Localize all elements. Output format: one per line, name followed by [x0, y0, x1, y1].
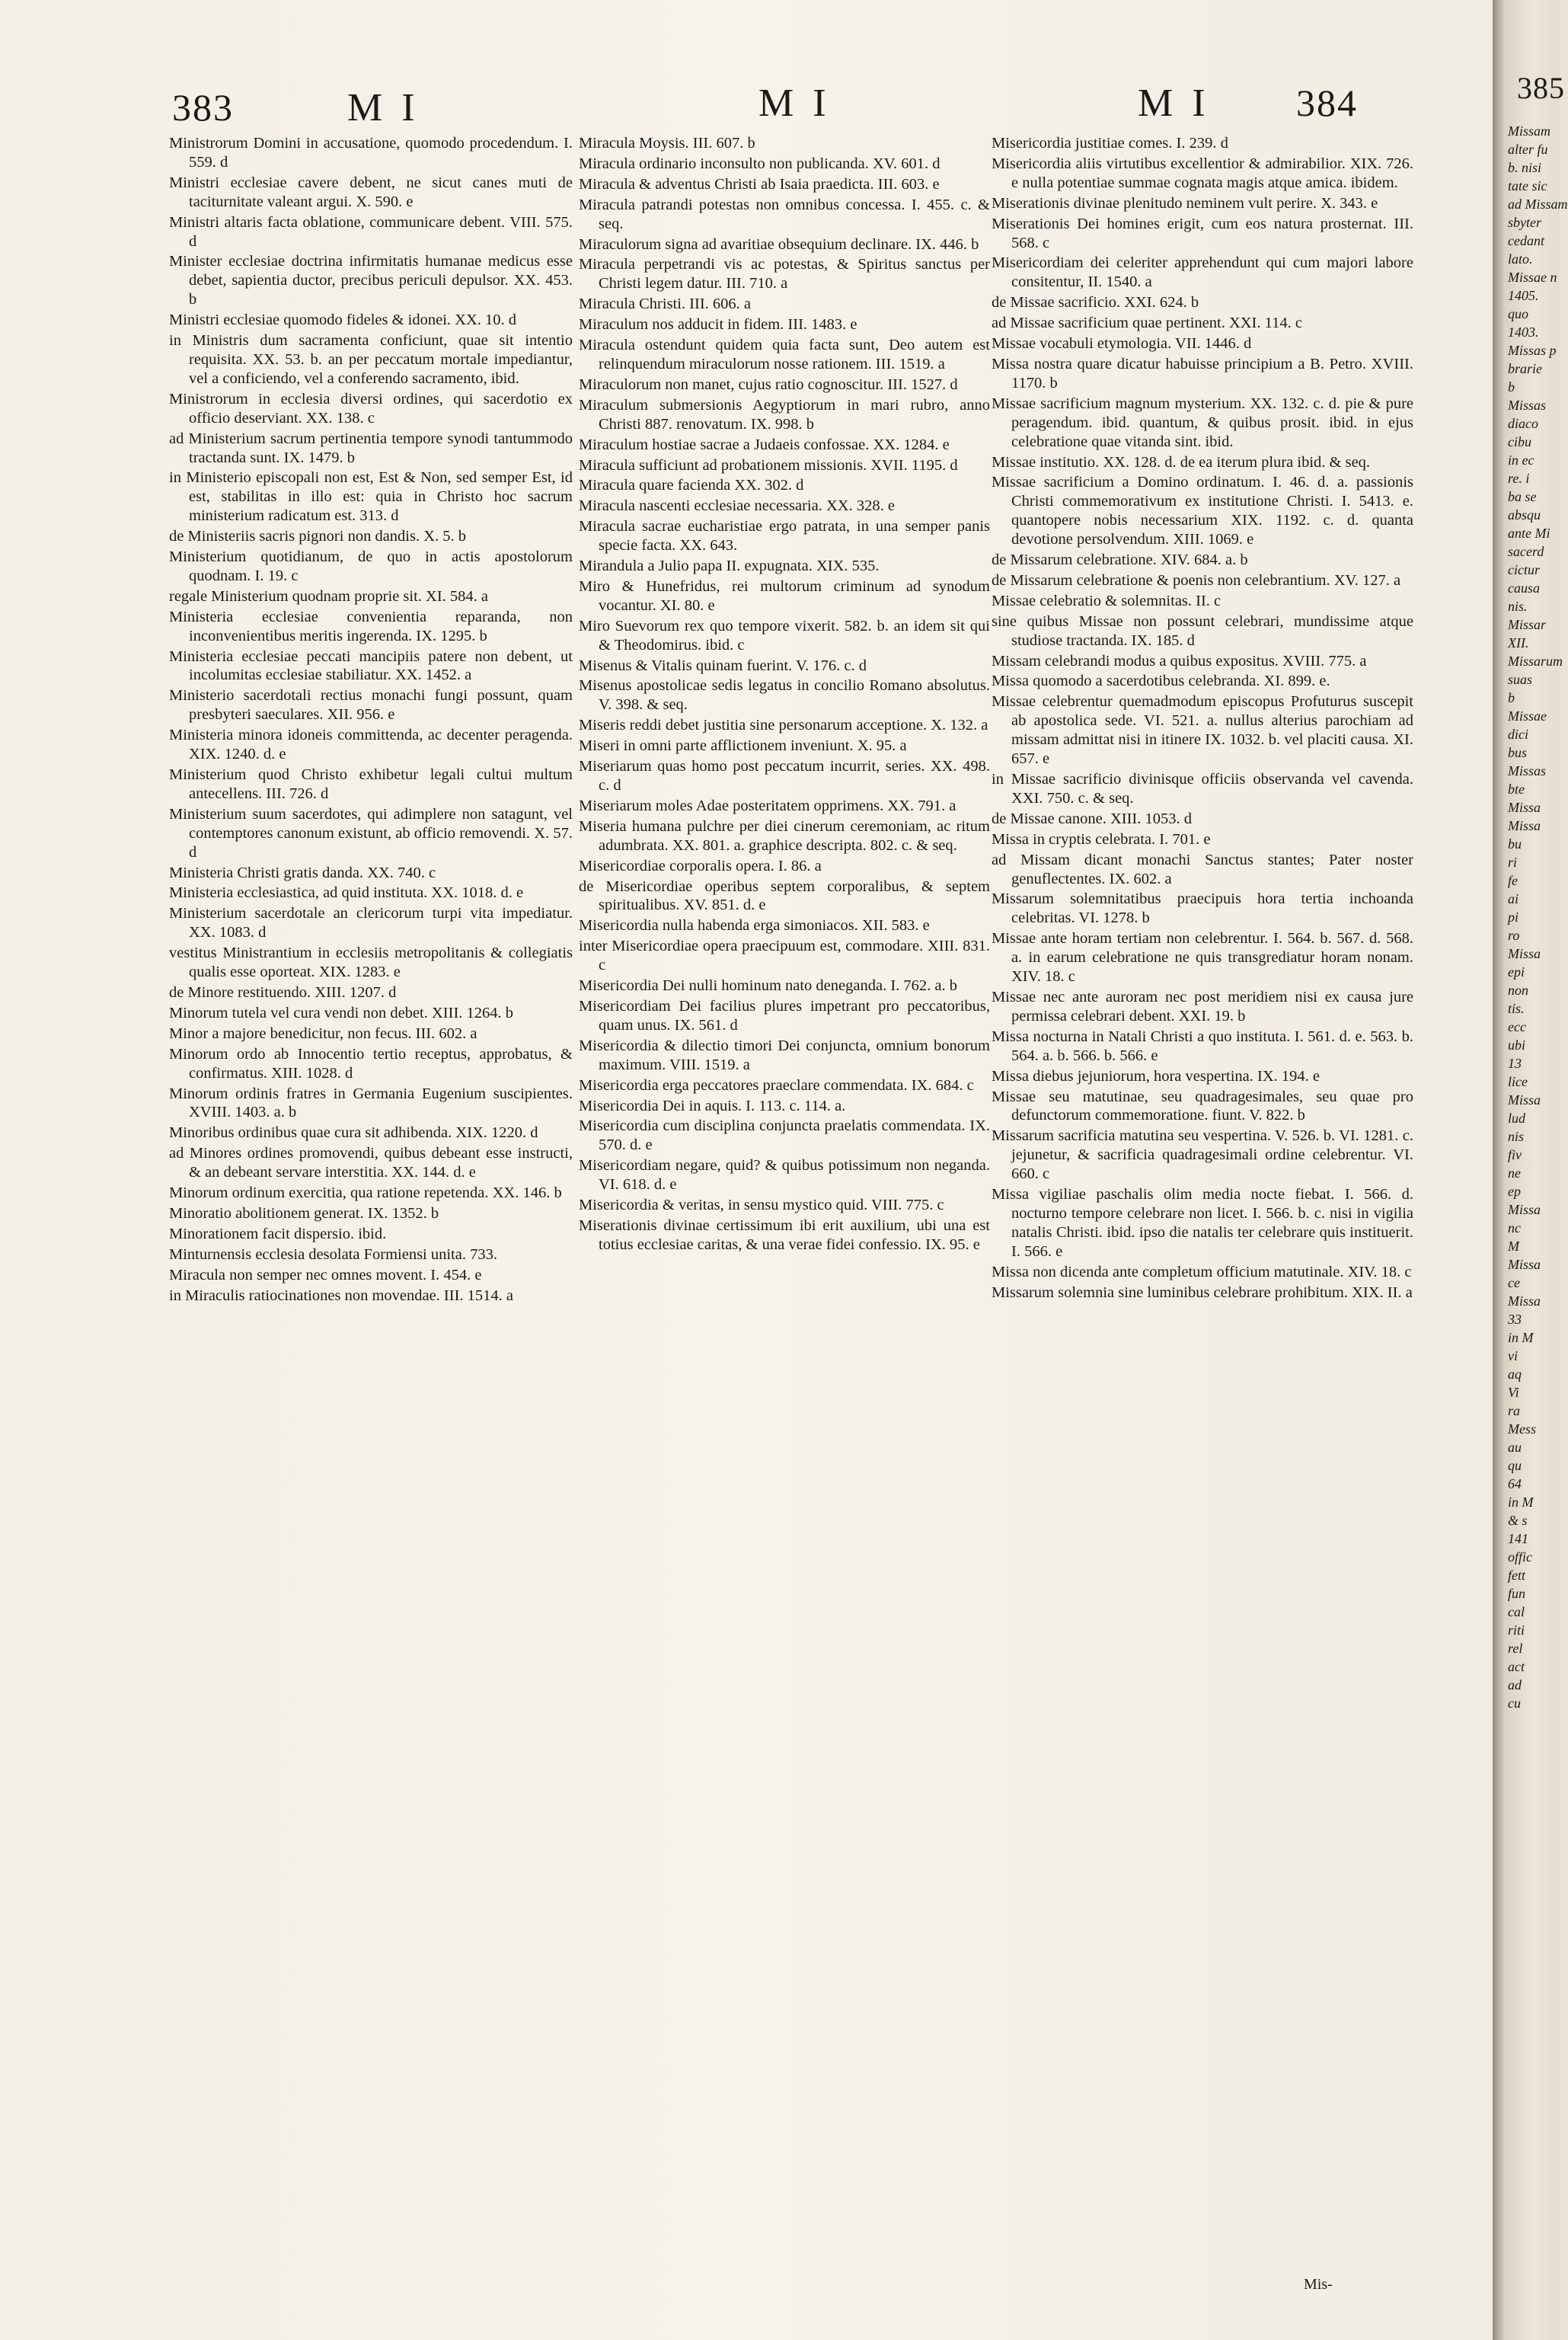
edge-line: ai: [1508, 891, 1519, 906]
running-head-center: M I: [758, 82, 831, 125]
edge-line: Missas: [1508, 398, 1547, 413]
index-entry: de Missarum celebratione & poenis non celebrantium. XV. 127. a: [992, 571, 1401, 589]
edge-line: 1403.: [1508, 324, 1539, 340]
edge-line: cibu: [1508, 434, 1531, 449]
edge-line: cictur: [1508, 562, 1540, 577]
index-entry: Miraculorum signa ad avaritiae obsequium declinare. IX. 446. b: [579, 235, 979, 253]
edge-line: au: [1508, 1440, 1522, 1455]
next-page-edge: [1493, 0, 1568, 2340]
index-entry: Miraculum submersionis Aegyptiorum in mari rubro, anno Christi 887. renovatum. IX. 998. b: [579, 396, 990, 433]
edge-line: ubi: [1508, 1037, 1526, 1053]
index-entry: Miseris reddi debet justitia sine personarum acceptione. X. 132. a: [579, 717, 988, 734]
index-entry: Miraculorum non manet, cujus ratio cognoscitur. III. 1527. d: [579, 376, 958, 393]
edge-line: ra: [1508, 1403, 1521, 1418]
index-entry: Missae celebratio & solemnitas. II. c: [992, 592, 1222, 609]
running-head-right: M I: [1138, 82, 1210, 125]
edge-line: bte: [1508, 782, 1525, 797]
index-entry: Missa diebus jejuniorum, hora vespertina. IX. 194. e: [992, 1067, 1320, 1085]
index-entry: Missae nec ante auroram nec post meridiem nisi ex causa jure permissa celebrari debent. XXI. 19. b: [992, 988, 1413, 1025]
edge-line: aq: [1508, 1367, 1522, 1382]
edge-line: lud: [1508, 1111, 1526, 1126]
index-entry: Ministerium quod Christo exhibetur legali cultui multum antecellens. III. 726. d: [169, 766, 573, 802]
index-entry: Ministri ecclesiae cavere debent, ne sicut canes muti de taciturnitate valeant argui. X. 590. e: [169, 174, 573, 210]
edge-line: ri: [1508, 855, 1518, 870]
edge-line: fiv: [1508, 1147, 1522, 1162]
edge-line: absqu: [1508, 507, 1541, 523]
edge-line: re. i: [1508, 471, 1530, 486]
index-entry: Minorum tutela vel cura vendi non debet. XIII. 1264. b: [169, 1004, 514, 1021]
edge-line: & s: [1508, 1513, 1528, 1528]
index-entry: Miracula quare facienda XX. 302. d: [579, 477, 804, 494]
index-entry: Misericordia erga peccatores praeclare commendata. IX. 684. c: [579, 1076, 974, 1094]
index-entry: Misenus apostolicae sedis legatus in concilio Romano absolutus. V. 398. & seq.: [579, 677, 990, 714]
page-number-left: 383: [172, 86, 234, 129]
edge-line: Missa: [1508, 818, 1541, 833]
index-entry: Missam celebrandi modus a quibus expositus. XVIII. 775. a: [992, 652, 1367, 670]
edge-line: Missae: [1508, 708, 1547, 724]
index-entry: Minor a majore benedicitur, non fecus. III. 602. a: [169, 1025, 477, 1042]
index-entry: Ministerium sacerdotale an clericorum turpi vita impediatur. XX. 1083. d: [169, 905, 573, 941]
index-entry: Miracula nascenti ecclesiae necessaria. XX. 328. e: [579, 497, 895, 515]
edge-line: in ec: [1508, 452, 1534, 468]
edge-line: cu: [1508, 1696, 1521, 1711]
index-entry: de Missae canone. XIII. 1053. d: [992, 810, 1193, 827]
edge-line: causa: [1508, 580, 1540, 596]
index-entry: de Misericordiae operibus septem corporalibus, & septem spiritualibus. XV. 851. d. e: [579, 878, 990, 914]
edge-line: b: [1508, 379, 1515, 395]
edge-line: Missas: [1508, 763, 1547, 778]
index-entry: Ministeria ecclesiae peccati mancipiis patere non debent, ut incolumitas ecclesiae stabiliatur. XX. 1452. a: [169, 647, 573, 684]
edge-line: ante Mi: [1508, 526, 1550, 541]
index-entry: Missarum sacrificia matutina seu vespertina. V. 526. b. VI. 1281. c. jejunetur, & sacrificia quadragesimali ordine celebrentur. VI. 660. c: [992, 1127, 1413, 1183]
edge-line: 64: [1508, 1476, 1522, 1491]
index-column-3: [992, 134, 1413, 1303]
index-entry: Missa non dicenda ante completum officium matutinale. XIV. 18. c: [992, 1263, 1412, 1280]
index-entry: Ministri ecclesiae quomodo fideles & idonei. XX. 10. d: [169, 312, 517, 329]
index-entry: Miserationis divinae plenitudo neminem vult perire. X. 343. e: [992, 194, 1378, 212]
edge-line: Missa: [1508, 800, 1541, 815]
index-entry: Miracula Christi. III. 606. a: [579, 296, 752, 313]
edge-line: non: [1508, 983, 1528, 998]
index-entry: Miseriarum quas homo post peccatum incurrit, series. XX. 498. c. d: [579, 758, 990, 794]
index-column-1: [169, 134, 573, 1306]
edge-line: ecc: [1508, 1019, 1526, 1034]
index-entry: in Missae sacrificio divinisque officiis observanda vel cavenda. XXI. 750. c. & seq.: [992, 771, 1413, 807]
index-entry: de Missarum celebratione. XIV. 684. a. b: [992, 551, 1248, 569]
next-page-text-fragments: [1508, 122, 1568, 1712]
index-entry: Missae sacrificium magnum mysterium. XX. 132. c. d. pie & pure peragendum. ibid. quantum, & quibus prosit. ibid. in ejus celebratione quae vitanda sint. ibid.: [992, 395, 1413, 450]
edge-line: 33: [1508, 1312, 1522, 1327]
index-entry: Misericordia cum disciplina conjuncta praelatis commendata. IX. 570. d. e: [579, 1117, 990, 1154]
edge-line: Missam: [1508, 123, 1551, 139]
index-entry: Miracula perpetrandi vis ac potestas, & Spiritus sanctus per Christi legem datur. III. 710. a: [579, 256, 990, 292]
index-entry: Miracula Moysis. III. 607. b: [579, 135, 755, 152]
edge-line: Missas p: [1508, 343, 1557, 358]
edge-line: cedant: [1508, 233, 1544, 248]
index-entry: de Ministeriis sacris pignori non dandis. X. 5. b: [169, 528, 467, 545]
edge-line: Missa: [1508, 1293, 1541, 1309]
edge-line: fett: [1508, 1568, 1525, 1583]
index-entry: sine quibus Missae non possunt celebrari, mundissime atque studiose tractanda. IX. 185. d: [992, 612, 1413, 649]
index-entry: Missa in cryptis celebrata. I. 701. e: [992, 830, 1211, 848]
index-entry: Miseriarum moles Adae posteritatem opprimens. XX. 791. a: [579, 797, 956, 814]
index-entry: Miserationis Dei homines erigit, cum eos natura prosternat. III. 568. c: [992, 215, 1413, 251]
index-entry: Miro Suevorum rex quo tempore vixerit. 582. b. an idem sit qui & Theodomirus. ibid. c: [579, 617, 990, 654]
index-entry: Missa nostra quare dicatur habuisse principium a B. Petro. XVIII. 1170. b: [992, 355, 1413, 392]
edge-line: ad Missam: [1508, 197, 1568, 212]
edge-line: offic: [1508, 1549, 1532, 1565]
edge-line: 1405.: [1508, 288, 1539, 303]
index-entry: Missae seu matutinae, seu quadragesimales, seu quae pro defunctorum commemoratione. fiunt. V. 822. b: [992, 1088, 1413, 1124]
index-entry: Miracula sacrae eucharistiae ergo patrata, in una semper panis specie facta. XX. 643.: [579, 518, 990, 555]
index-entry: Miracula sufficiunt ad probationem missionis. XVII. 1195. d: [579, 456, 958, 474]
edge-line: tis.: [1508, 1001, 1525, 1016]
index-entry: Miracula & adventus Christi ab Isaia praedicta. III. 603. e: [579, 175, 940, 193]
edge-line: qu: [1508, 1458, 1522, 1473]
edge-line: quo: [1508, 306, 1528, 321]
edge-line: ne: [1508, 1165, 1521, 1181]
edge-line: suas: [1508, 672, 1533, 687]
index-entry: Ministrorum in ecclesia diversi ordines, qui sacerdotio ex officio deserviant. XX. 138. c: [169, 390, 573, 427]
index-entry: Ministerium suum sacerdotes, qui adimplere non satagunt, vel contemptores canonum existunt, ab officio removendi. X. 57. d: [169, 805, 573, 861]
edge-line: epi: [1508, 964, 1525, 980]
index-entry: Misericordia Dei nulli hominum nato deneganda. I. 762. a. b: [579, 977, 958, 995]
index-entry: in Miraculis ratiocinationes non movendae. III. 1514. a: [169, 1287, 514, 1304]
index-entry: Ministeria ecclesiastica, ad quid instituta. XX. 1018. d. e: [169, 884, 524, 902]
index-entry: Misericordia & dilectio timori Dei conjuncta, omnium bonorum maximum. VIII. 1519. a: [579, 1037, 990, 1073]
index-entry: Missae ante horam tertiam non celebrentur. I. 564. b. 567. d. 568. a. in earum celebratione ne quis transgrediatur horam nonam. XIV. 18. c: [992, 930, 1413, 986]
index-entry: in Ministerio episcopali non est, Est & Non, sed semper Est, id est, stabilitas in illo est: quia in Christo hoc sacrum ministerium radicatum est. 313. d: [169, 469, 573, 525]
edge-line: brarie: [1508, 361, 1542, 376]
index-entry: Misericordia Dei in aquis. I. 113. c. 114. a.: [579, 1097, 846, 1114]
index-column-2: [579, 134, 990, 1256]
index-entry: Missarum solemnia sine luminibus celebrare prohibitum. XIX. II. a: [992, 1283, 1413, 1301]
edge-line: in M: [1508, 1330, 1534, 1345]
index-entry: Misericordiam negare, quid? & quibus potissimum non neganda. VI. 618. d. e: [579, 1157, 990, 1194]
index-entry: Misericordia nulla habenda erga simoniacos. XII. 583. e: [579, 917, 930, 935]
edge-line: riti: [1508, 1622, 1525, 1638]
edge-line: nc: [1508, 1220, 1521, 1236]
index-entry: Minoribus ordinibus quae cura sit adhibenda. XIX. 1220. d: [169, 1124, 538, 1142]
edge-line: act: [1508, 1659, 1525, 1674]
edge-line: Missa: [1508, 946, 1541, 961]
index-entry: Miraculum nos adducit in fidem. III. 1483. e: [579, 316, 857, 334]
edge-line: 13: [1508, 1056, 1522, 1071]
edge-line: tate sic: [1508, 178, 1547, 193]
edge-line: cal: [1508, 1604, 1525, 1619]
edge-line: dici: [1508, 727, 1528, 742]
edge-line: ep: [1508, 1184, 1521, 1199]
index-entry: Missae institutio. XX. 128. d. de ea iterum plura ibid. & seq.: [992, 453, 1371, 471]
next-page-number: 385: [1517, 71, 1565, 105]
edge-line: lice: [1508, 1074, 1528, 1089]
index-entry: Ministerium quotidianum, de quo in actis apostolorum quodnam. I. 19. c: [169, 548, 573, 584]
index-entry: vestitus Ministrantium in ecclesiis metropolitanis & collegiatis qualis esse oporteat. XIX. 1283. e: [169, 945, 573, 981]
edge-line: in M: [1508, 1494, 1534, 1510]
index-entry: Mirandula a Julio papa II. expugnata. XIX. 535.: [579, 558, 880, 575]
edge-line: Missarum: [1508, 654, 1563, 669]
index-entry: Miracula patrandi potestas non omnibus concessa. I. 455. c. & seq.: [579, 196, 990, 232]
edge-line: b: [1508, 690, 1515, 705]
index-entry: Miracula non semper nec omnes movent. I. 454. e: [169, 1266, 482, 1283]
edge-line: rel: [1508, 1641, 1523, 1656]
edge-line: XII.: [1508, 635, 1529, 651]
index-entry: Missa quomodo a sacerdotibus celebranda. XI. 899. e.: [992, 673, 1330, 690]
edge-line: ro: [1508, 928, 1520, 943]
index-entry: Misenus & Vitalis quinam fuerint. V. 176. c. d: [579, 657, 867, 674]
edge-line: bu: [1508, 836, 1522, 852]
index-entry: Misericordia & veritas, in sensu mystico quid. VIII. 775. c: [579, 1197, 944, 1214]
edge-line: fun: [1508, 1586, 1526, 1601]
edge-line: b. nisi: [1508, 160, 1542, 175]
index-entry: Ministeria minora idoneis committenda, ac decenter peragenda. XIX. 1240. d. e: [169, 727, 573, 763]
edge-line: ad: [1508, 1677, 1522, 1693]
index-entry: Misericordiae corporalis opera. I. 86. a: [579, 857, 822, 874]
edge-line: Missar: [1508, 617, 1547, 632]
edge-line: Missae n: [1508, 270, 1557, 285]
page-number-right: 384: [1296, 82, 1358, 124]
edge-line: sacerd: [1508, 544, 1544, 559]
edge-line: pi: [1508, 909, 1519, 925]
index-entry: Minister ecclesiae doctrina infirmitatis humanae medicus esse debet, sapientia ductor, precibus periculi depulsor. XX. 453. b: [169, 253, 573, 308]
edge-line: Missa: [1508, 1202, 1541, 1217]
index-entry: Misericordiam Dei facilius plures impetrant pro peccatoribus, quam unus. IX. 561. d: [579, 997, 990, 1034]
index-entry: ad Ministerium sacrum pertinentia tempore synodi tantummodo tractanda sunt. IX. 1479. b: [169, 430, 573, 466]
index-entry: Miseri in omni parte afflictionem inveniunt. X. 95. a: [579, 737, 907, 755]
index-entry: de Missae sacrificio. XXI. 624. b: [992, 294, 1199, 312]
edge-line: Mess: [1508, 1421, 1536, 1437]
index-entry: Minorum ordinis fratres in Germania Eugenium suscipientes. XVIII. 1403. a. b: [169, 1085, 573, 1121]
edge-line: bus: [1508, 745, 1528, 760]
edge-line: ce: [1508, 1275, 1520, 1290]
index-entry: Minturnensis ecclesia desolata Formiensi unita. 733.: [169, 1245, 497, 1263]
edge-line: Vi: [1508, 1385, 1519, 1400]
catchword: Mis-: [1304, 2276, 1333, 2293]
index-entry: Ministrorum Domini in accusatione, quomodo procedendum. I. 559. d: [169, 135, 573, 171]
edge-line: vi: [1508, 1348, 1518, 1363]
edge-line: Missa: [1508, 1092, 1541, 1108]
index-entry: Misericordia justitiae comes. I. 239. d: [992, 135, 1228, 152]
index-entry: Misericordia aliis virtutibus excellentior & admirabilior. XIX. 726. e nulla potentiae summae cognata magis atque amica. ibidem.: [992, 155, 1413, 191]
index-entry: Missae vocabuli etymologia. VII. 1446. d: [992, 335, 1252, 353]
index-entry: Miseria humana pulchre per diei cinerum ceremoniam, ac ritum adumbrata. XX. 801. a. graphice descripta. 802. c. & seq.: [579, 817, 990, 854]
index-entry: ad Minores ordines promovendi, quibus debeant esse instructi, & an debeant servare interstitia. XX. 144. d. e: [169, 1145, 573, 1181]
index-entry: Misericordiam dei celeriter apprehendunt qui cum majori labore consitentur, II. 1540. a: [992, 254, 1413, 291]
index-entry: Miracula ostendunt quidem quia facta sunt, Deo autem est relinquendum miraculorum nosse rationem. III. 1519. a: [579, 337, 990, 372]
index-entry: Missae sacrificium a Domino ordinatum. I. 46. d. a. passionis Christi commemorativum ex institutione Christi. I. 5413. e. quantopere nobis necessarium XIX. 1192. c. d. quanta devotione persolvendum. XIII. 1069. e: [992, 474, 1413, 548]
edge-line: ba se: [1508, 489, 1537, 504]
edge-line: alter fu: [1508, 142, 1548, 157]
running-head-left: M I: [347, 86, 420, 129]
edge-line: diaco: [1508, 416, 1538, 431]
index-entry: Ministri altaris facta oblatione, communicare debent. VIII. 575. d: [169, 213, 573, 250]
index-entry: inter Misericordiae opera praecipuum est, commodare. XIII. 831. c: [579, 938, 990, 974]
index-entry: Miro & Hunefridus, rei multorum criminum ad synodum vocantur. XI. 80. e: [579, 577, 990, 614]
index-entry: Minorationem facit dispersio. ibid.: [169, 1225, 387, 1242]
index-entry: Ministeria ecclesiae convenientia reparanda, non inconvenientibus meritis ingerenda. IX. 1295. b: [169, 608, 573, 644]
edge-line: Missa: [1508, 1257, 1541, 1272]
edge-line: fe: [1508, 873, 1518, 888]
index-entry: in Ministris dum sacramenta conficiunt, quae sit intentio requisita. XX. 53. b. an per peccatum mortale impediantur, vel a conficiendo, vel a conferendo sacramento, ibid.: [169, 332, 573, 387]
index-entry: Miraculum hostiae sacrae a Judaeis confossae. XX. 1284. e: [579, 436, 950, 453]
index-entry: Minoratio abolitionem generat. IX. 1352. b: [169, 1204, 439, 1222]
index-entry: Missa nocturna in Natali Christi a quo instituta. I. 561. d. e. 563. b. 564. a. b. 566. b. 566. e: [992, 1028, 1413, 1064]
edge-line: sbyter: [1508, 215, 1541, 230]
index-entry: ad Missae sacrificium quae pertinent. XXI. 114. c: [992, 315, 1302, 332]
edge-line: M: [1508, 1239, 1519, 1254]
index-entry: de Minore restituendo. XIII. 1207. d: [169, 983, 397, 1001]
index-entry: Minorum ordinum exercitia, qua ratione repetenda. XX. 146. b: [169, 1184, 562, 1202]
index-entry: Ministerio sacerdotali rectius monachi fungi possunt, quam presbyteri saeculares. XII. 956. e: [169, 687, 573, 724]
index-entry: Missa vigiliae paschalis olim media nocte fiebat. I. 566. d. nocturno tempore celebrare non licet. I. 566. b. c. nisi in vigilia natalis Christi. ibid. ipso die natalis ter celebrare quis instituerit. I. 566. e: [992, 1186, 1413, 1260]
edge-line: 141: [1508, 1531, 1528, 1546]
index-entry: ad Missam dicant monachi Sanctus stantes; Pater noster genuflectentes. IX. 602. a: [992, 851, 1413, 887]
index-entry: Minorum ordo ab Innocentio tertio receptus, approbatus, & confirmatus. XIII. 1028. d: [169, 1045, 573, 1082]
index-entry: Miserationis divinae certissimum ibi erit auxilium, ubi una est totius ecclesiae caritas, & una verae fidei confessio. IX. 95. e: [579, 1216, 990, 1253]
index-entry: Missae celebrentur quemadmodum episcopus Profuturus suscepit ab apostolica sede. VI. 521. a. nullus alterius parochiam ad missam admittat nisi in itinere IX. 1032. b. vel placiti causa. XI. 657. e: [992, 693, 1413, 768]
edge-line: nis.: [1508, 599, 1528, 614]
index-entry: Miracula ordinario inconsulto non publicanda. XV. 601. d: [579, 155, 940, 172]
edge-line: lato.: [1508, 251, 1533, 267]
edge-line: nis: [1508, 1129, 1525, 1144]
index-entry: regale Ministerium quodnam proprie sit. XI. 584. a: [169, 587, 489, 605]
index-entry: Missarum solemnitatibus praecipuis hora tertia inchoanda celebritas. VI. 1278. b: [992, 890, 1413, 927]
index-entry: Ministeria Christi gratis danda. XX. 740. c: [169, 864, 436, 881]
